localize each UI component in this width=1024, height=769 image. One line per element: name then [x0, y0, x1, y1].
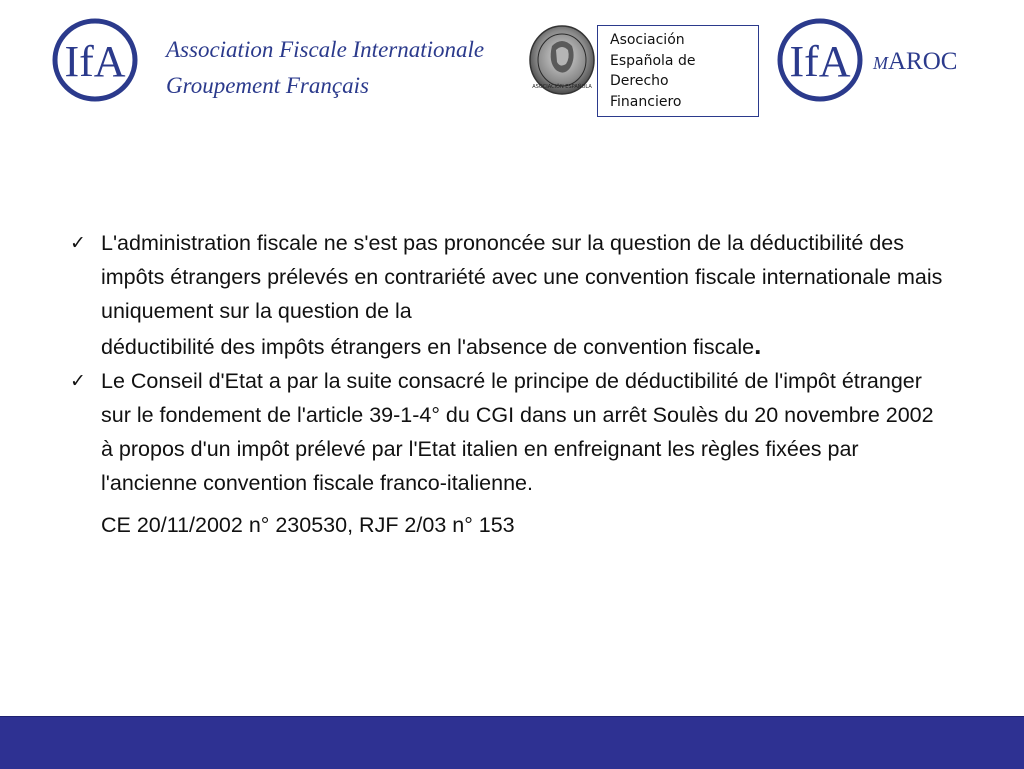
ifa-logo-text: IfA: [789, 37, 851, 86]
bullet-1-text: L'administration fiscale ne s'est pas prononcée sur la question de la déductibilité des impôts étrangers prélevés en contrariété avec une convention fiscale internationale mais uniquement sur la question de la: [101, 231, 943, 323]
case-reference: CE 20/11/2002 n° 230530, RJF 2/03 n° 153: [101, 513, 515, 537]
ifa-logo-icon: [777, 18, 863, 102]
slide-content: [68, 226, 948, 542]
seal-icon: [528, 24, 596, 96]
aedf-line-2: Española de: [610, 52, 696, 69]
aedf-line-3: Derecho: [610, 73, 669, 89]
ifa-logo-icon: [52, 18, 138, 102]
association-line-2: Groupement Français: [166, 73, 369, 98]
aedf-name-box: [597, 25, 759, 117]
ifa-logo-right: [777, 18, 863, 102]
checkmark-icon: ✓: [70, 370, 86, 392]
association-name: [166, 32, 484, 104]
bullet-item-1: [68, 226, 948, 364]
aedf-line-4: Financiero: [610, 93, 682, 110]
ifa-logo-left: [52, 18, 138, 102]
maroc-label: [873, 48, 957, 76]
bullet-1-continued: [101, 328, 948, 364]
ifa-logo-text: IfA: [64, 37, 126, 86]
maroc-prefix: M: [873, 53, 888, 73]
footer-bar: [0, 716, 1024, 769]
bullet-1-period: .: [754, 330, 762, 360]
seal-text: ASOCIACIÓN ESPAÑOLA: [532, 84, 592, 90]
slide-header: [0, 0, 1024, 130]
maroc-rest: AROC: [888, 48, 958, 75]
aedf-seal-logo: [528, 24, 596, 101]
aedf-line-1: Asociación: [610, 32, 685, 48]
bullet-item-2: [68, 364, 948, 500]
bullet-1-text-end: déductibilité des impôts étrangers en l'absence de convention fiscale: [101, 335, 755, 359]
checkmark-icon: ✓: [70, 232, 86, 254]
bullet-2-text: Le Conseil d'Etat a par la suite consacré le principe de déductibilité de l'impôt étranger sur le fondement de l'article 39-1-4° du CGI dans un arrêt Soulès du 20 novembre 2002 à propos d'un impôt prélevé par l'Etat italien en enfreignant les règles fixées par l'ancienne convention fiscale franco-italienne.: [101, 369, 934, 495]
association-line-1: Association Fiscale Internationale: [166, 37, 485, 62]
